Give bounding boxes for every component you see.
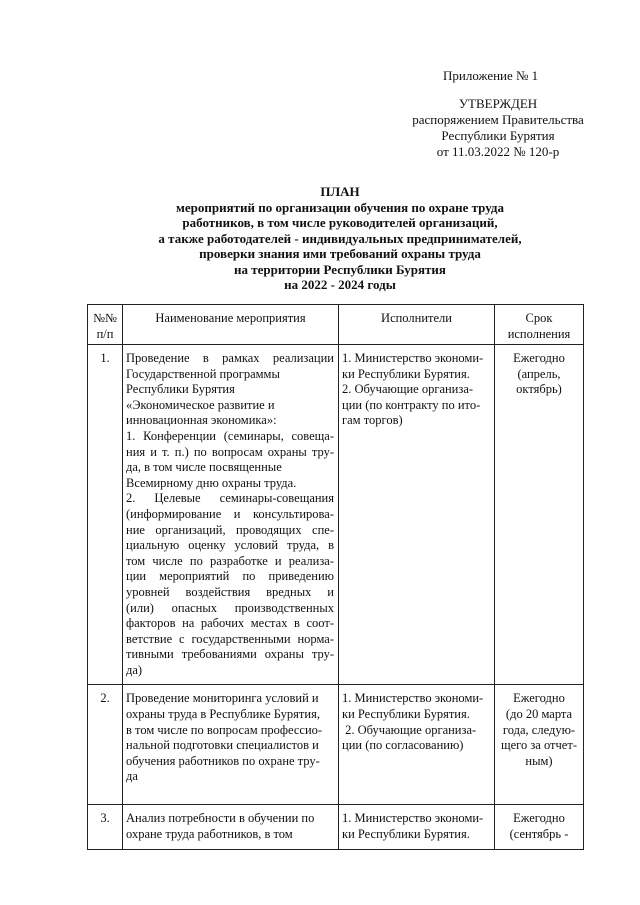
header-num-line: №№ [93,311,117,325]
table-row [88,685,584,805]
row-number: 1. [88,345,123,685]
text-line: (информирование и консультирова- [126,506,334,521]
text-line: инновационная экономика»: [126,413,277,428]
text-line: в том числе по вопросам профессио- [126,722,323,737]
plan-subtitle-line: проверки знания ими требований охраны труда [199,246,481,261]
text-line: Республики Бурятия [126,382,235,397]
text-line: ветствие с государственными норма- [126,631,334,646]
text-line: ции (по согласованию) [342,738,464,753]
text-line: Ежегодно [513,351,565,365]
header-exec [339,305,495,345]
row-number: 2. [88,685,123,805]
row-executors [339,345,495,685]
plan-heading: ПЛАН [320,184,360,199]
header-term-line: Срок [525,311,553,325]
row-activity [123,805,339,849]
row-activity [123,345,339,685]
row-executors [339,805,495,849]
header-name [123,305,339,345]
appendix-label: Приложение № 1 [443,68,539,83]
plan-subtitle-line: на территории Республики Бурятия [234,261,446,277]
text-line: ции (по контракту по ито- [342,397,481,412]
text-line: том числе по разработке и реализа- [126,553,334,568]
text-line: Проведение в рамках реализации [126,351,334,365]
approval-line: УТВЕРЖДЕН [458,96,538,111]
header-term [495,305,584,345]
text-line: Государственной программы [126,366,280,381]
approval-line: от 11.03.2022 № 120-р [436,144,560,159]
text-line: факторов на рабочих местах в соот- [126,616,334,631]
text-line: Анализ потребности в обучении по [126,811,315,826]
row-deadline [495,345,584,685]
table-header-row [88,305,584,345]
text-line: 2. Обучающие организа- [342,382,474,397]
header-num-line: п/п [96,326,114,341]
approval-stamp [398,96,598,160]
text-line: 2. Обучающие организа- [342,722,477,737]
text-line: нальной подготовки специалистов и [126,738,319,753]
row-deadline [495,805,584,849]
text-line: тивными требованиями охраны тру- [126,647,334,662]
row-activity [123,685,339,805]
text-line: ния и т. п.) по вопросам охраны тру- [126,444,334,459]
text-line: октябрь) [516,382,562,397]
text-line: ки Республики Бурятия. [342,366,470,381]
text-line: да [126,769,138,784]
text-line: обучения работников по охране тру- [126,753,320,768]
text-line: гам торгов) [342,413,403,428]
text-line: Всемирному дню охраны труда. [126,475,297,490]
text-line: 1. Конференции (семинары, совеща- [126,428,334,443]
text-line: 1. Министерство экономи- [342,811,484,826]
text-line: (до 20 марта [505,707,573,722]
text-line: (или) опасных производственных [126,600,334,615]
text-line: ние организаций, проводящих спе- [126,522,334,537]
text-line: охране труда работников, в том [126,827,293,842]
text-line: (апрель, [517,366,561,381]
row-number: 3. [88,805,123,849]
text-line: уровней воздействия вредных и [126,584,334,599]
approval-line: распоряжением Правительства [412,112,584,127]
text-line: (сентябрь - [509,827,569,842]
text-line: ки Республики Бурятия. [342,707,470,722]
text-line: «Экономическое развитие и [126,397,275,412]
plan-title [92,184,588,293]
text-line: Ежегодно [513,691,565,706]
plan-subtitle-line: на 2022 - 2024 годы [284,277,396,292]
text-line: да, в том числе посвященные [126,460,282,475]
text-line: Проведение мониторинга условий и [126,691,319,706]
plan-subtitle-line: а также работодателей - индивидуальных предпринимателей, [158,230,522,246]
text-line: ным) [525,753,553,768]
text-line: 1. Министерство экономи- [342,691,484,706]
header-num [88,305,123,345]
header-exec-line: Исполнители [381,311,452,325]
plan-subtitle-line: работников, в том числе руководителей организаций, [182,215,498,230]
header-term-line: исполнения [507,326,571,341]
table-row [88,805,584,849]
row-deadline [495,685,584,805]
text-line: да) [126,662,143,677]
table-row [88,345,584,685]
text-line: ки Республики Бурятия. [342,827,470,842]
approval-line: Республики Бурятия [441,128,555,143]
text-line: 1. Министерство экономи- [342,351,484,365]
text-line: Ежегодно [513,811,565,826]
text-line: щего за отчет- [501,738,577,753]
text-line: года, следую- [502,722,576,737]
plan-subtitle-line: мероприятий по организации обучения по охране труда [176,199,504,215]
header-name-line: Наименование мероприятия [155,311,306,325]
text-line: циальную оценку условий труда, в [126,538,334,553]
text-line: охраны труда в Республике Бурятия, [126,707,320,722]
row-executors [339,685,495,805]
text-line: ции мероприятий по приведению [126,569,334,584]
plan-table [87,304,584,850]
text-line: 2. Целевые семинары-совещания [126,491,334,506]
